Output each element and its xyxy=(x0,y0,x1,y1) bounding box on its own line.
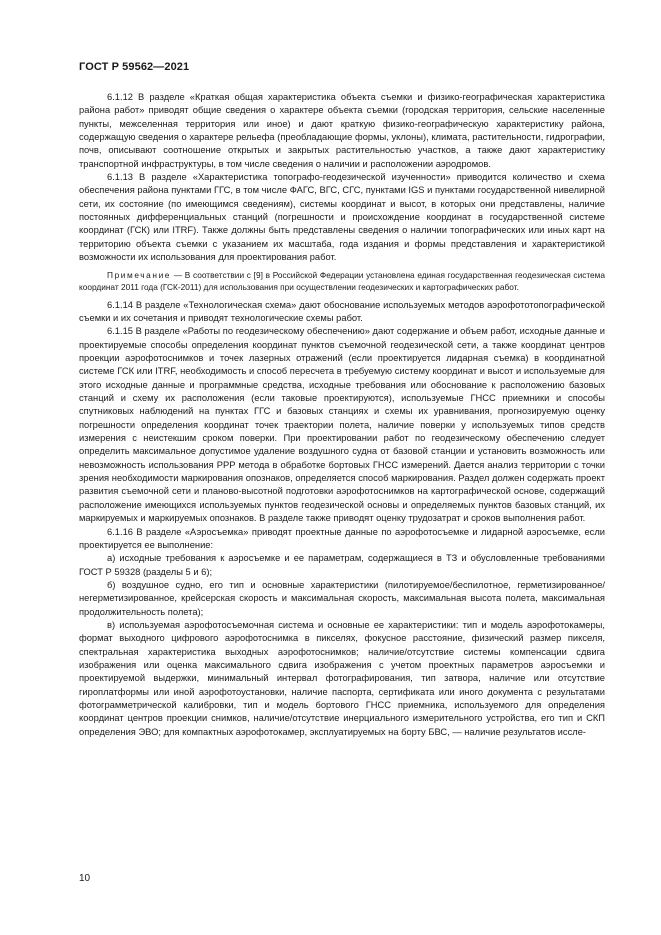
note-paragraph xyxy=(79,270,605,293)
note-text: — В соответствии с [9] в Российской Федерации установлена единая государственная геодезическая система координат 2011 года (ГСК-2011) для использования при осуществлении геодезических и картографических работ. xyxy=(79,270,605,293)
paragraph-6-1-13: 6.1.13 В разделе «Характеристика топографо-геодезической изученности» приводится количество и схема обеспечения района пунктами ГГС, в том числе ФАГС, ВГС, СГС, пунктами IGS и пунктами государственной нивелирной сети, их состояние (по имеющимся сведениям), системы координат и высот, в которых они представлены, наличие постоянных дифференциальных станций (погрешности и происхождение координат в государственной системе координат (ГСК) или ITRF). Также должны быть представлены сведения о наличии топографических или иных карт на территорию объекта съемки с указанием их масштаба, года издания и формы представления и характеристикой возможности их использования для проектирования работ. xyxy=(79,172,605,263)
note-label: Примечание xyxy=(107,270,172,281)
document-body xyxy=(79,91,605,739)
list-item-v: в) используемая аэрофотосъемочная система и основные ее характеристики: тип и модель аэрофотокамеры, формат выходного цифрового аэрофотоснимка в пикселях, фокусное расстояние, физический размер пикселя, спектральная характеристика выходных аэрофотоснимков; наличие/отсутствие системы компенсации сдвига изображения или оценка максимального сдвига изображения с учетом проектных параметров аэросъемки и проектируемой выдержки, минимальный интервал фотографирования, тип затвора, наличие или отсутствие гироплатформы или иной аэрофотоустановки, наличие паспорта, сертификата или иного документа с результатами фотограмметрической калибровки, тип и модель бортового ГНСС приемника, используемого для определения координат центров проекции снимков, наличие/отсутствие инерциального измерительного устройства, его тип и СКП определения ЭВО; для компактных аэрофотокамер, эксплуатируемых на борту БВС, — наличие результатов иссле- xyxy=(79,619,605,737)
paragraph-6-1-16: 6.1.16 В разделе «Аэросъемка» приводят проектные данные по аэрофотосъемке и лидарной аэросъемке, если проектируется ее выполнение: xyxy=(79,526,605,550)
paragraph-6-1-12: 6.1.12 В разделе «Краткая общая характеристика объекта съемки и физико-географическая характеристика района работ» приводят общие сведения о характере объекта съемки (городская территория, сельские населенные пункты, межселенная территория или иное) и дают краткую физико-географическую характеристику района, содержащую сведения о характере рельефа (преобладающие формы, уклоны), климата, растительности, гидрографии, почв, описывают соотношение открытых и закрытых растительностью участков, а также дают характеристику транспортной инфраструктуры, в том числе сведения о наличии и расположении аэродромов. xyxy=(79,92,605,169)
paragraph-6-1-15: 6.1.15 В разделе «Работы по геодезическому обеспечению» дают содержание и объем работ, исходные данные и проектируемые способы определения координат пунктов съемочной геодезической сети, а также координат центров проекции аэрофотоснимков и точек лазерных отражений (если проектируется лидарная съемка) в координатной системе ГСК или ITRF, необходимость и способ пересчета в требуемую систему координат и высот и используемые для этого исходные данные и программные средства, исходные требования или обоснование к расположению базовых станций и схему их расположения (если таковые проектируются), используемые ГНСС приемники и способы спутниковых наблюдений на пунктах ГГС и базовых станциях и схемы их уравнивания, прогнозируемую оценку погрешности определения координат точек траектории полета, наличие поверки у используемых типов средств измерения с неистекшим сроком поверки. При проектировании работ по геодезическому обеспечению следует определить максимальное допустимое удаление воздушного судна от базовой станции и установить возможность или невозможность использования PPP метода в обработке бортовых ГНСС измерений. Дается анализ территории с точки зрения необходимости маркирования опознаков, определяется способ маркирования. Раздел должен содержать проект развития съемочной сети и планово-высотной подготовки аэрофотоснимков на картографической основе, содержащий расположение имеющихся используемых пунктов геодезической основы и определяемых пунктов базовых станций, их маркируемых и маркируемых опознаков. В разделе также приводят оценку трудозатрат и сроков выполнения работ. xyxy=(79,326,605,524)
list-item-b: б) воздушное судно, его тип и основные характеристики (пилотируемое/беспилотное, герметизированное/негерметизированное, крейсерская скорость и максимальная скорость, максимальная высота полета, максимальная продолжительность полета); xyxy=(79,579,605,617)
paragraph-6-1-14: 6.1.14 В разделе «Технологическая схема» дают обоснование используемых методов аэрофототопографической съемки и их сочетания и приводят технологические схемы работ. xyxy=(79,299,605,323)
list-item-a: а) исходные требования к аэросъемке и ее параметрам, содержащиеся в ТЗ и обусловленные требованиями ГОСТ Р 59328 (разделы 5 и 6); xyxy=(79,553,605,577)
page-number: 10 xyxy=(79,873,91,884)
standard-header: ГОСТ Р 59562—2021 xyxy=(79,61,190,73)
